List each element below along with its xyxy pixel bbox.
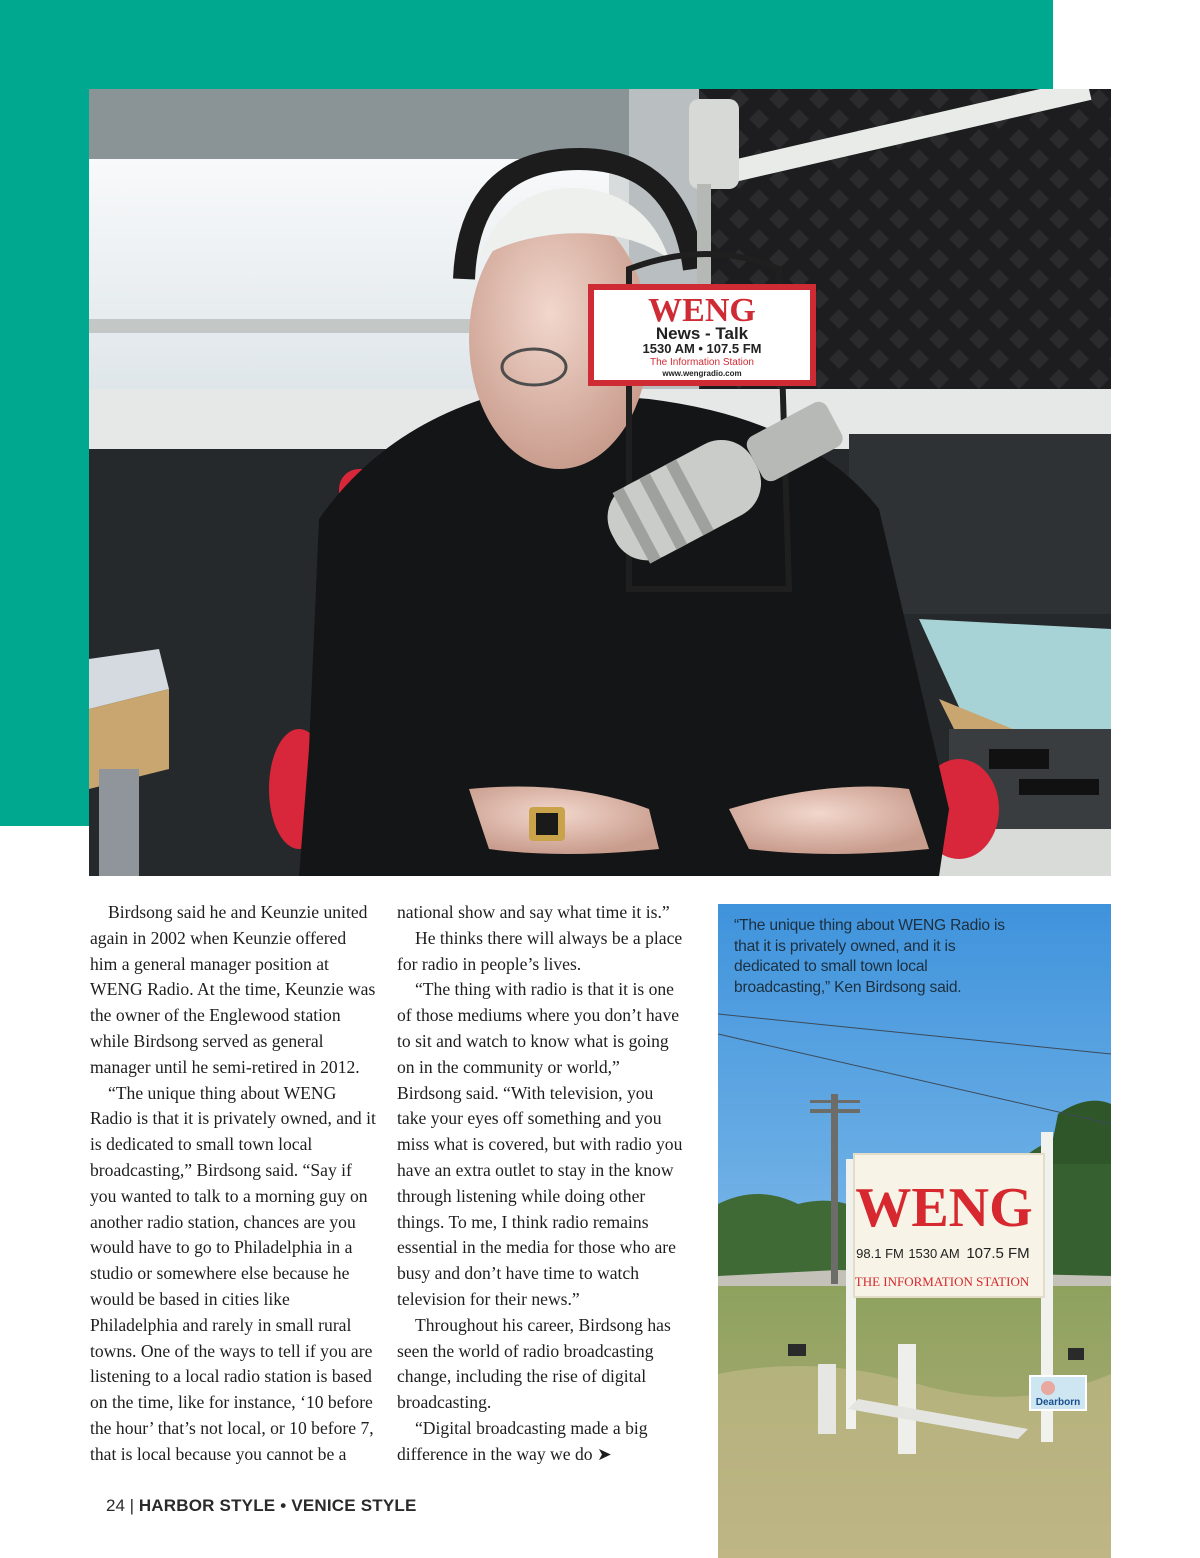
mic-flag-station: The Information Station — [650, 357, 754, 368]
mic-flag-url: www.wengradio.com — [662, 369, 742, 378]
publication-name: HARBOR STYLE • VENICE STYLE — [138, 1496, 417, 1515]
small-sponsor-sign-text: Dearborn — [1035, 1397, 1081, 1408]
mic-flag-name: WENG — [648, 292, 756, 329]
page-folio — [106, 1496, 417, 1516]
mic-flag-sign — [591, 287, 813, 383]
roadside-sign-name: WENG — [855, 1177, 1033, 1239]
article-paragraph: He thinks there will always be a place for radio in people’s lives. — [397, 927, 683, 974]
article-column-2 — [397, 900, 687, 1468]
roadside-sign-freq-1: 98.1 FM — [856, 1246, 904, 1261]
pull-quote: “The unique thing about WENG Radio is that it is privately owned, and it is dedicated to small town local broadcasting,” Ken Birdsong said. — [734, 917, 1005, 996]
roadside-sign-station: THE INFORMATION STATION — [854, 1274, 1030, 1289]
weng-roadside-sign-photo — [718, 904, 1111, 1558]
page-number: 24 — [106, 1496, 125, 1515]
mic-flag-freqs: 1530 AM • 107.5 FM — [642, 341, 762, 356]
mic-flag-tagline: News - Talk — [655, 324, 749, 343]
small-sponsor-sign — [1030, 1376, 1086, 1410]
roadside-sign-freq-2: 1530 AM — [908, 1246, 960, 1261]
article-paragraph: Birdsong said he and Keunzie united again in 2002 when Keunzie offered him a general manager position at WENG Radio. At the time, Keunzie was the owner of the Englewood station while Birdsong served as general manager until he semi-retired in 2012. — [90, 902, 376, 1077]
article-paragraph: “The thing with radio is that it is one of those mediums where you don’t have to sit and watch to know what is going on in the community or world,” Birdsong said. “With television, you take your eyes off something and you miss what is covered, but with radio you have an extra outlet to stay in the know through listening while doing other things. To me, I think radio remains essential in the media for those who are busy and don’t have time to watch television for their news.” — [397, 979, 683, 1309]
article-column-1 — [90, 900, 377, 1468]
folio-separator: | — [129, 1496, 135, 1515]
article-paragraph: Throughout his career, Birdsong has seen the world of radio broadcasting change, including the rise of digital broadcasting. — [397, 1314, 671, 1413]
article-paragraph: “The unique thing about WENG Radio is that it is privately owned, and it is dedicated to small town local broadcasting,” Birdsong said. “Say if you wanted to talk to a morning guy on another radio station, chances are you would have to go to Philadelphia in a studio or somewhere else because he would be based in cities like Philadelphia and rarely in small rural towns. One of the ways to tell if you are listening to a local radio station is based on the time, like for instance, ‘10 before the hour’ that’s not local, or 10 before 7, that is local because you cannot be a — [90, 1082, 376, 1464]
roadside-sign-freq-3: 107.5 FM — [966, 1245, 1030, 1262]
roadside-sign — [854, 1154, 1044, 1297]
article-paragraph: “Digital broadcasting made a big difference in the way we do ➤ — [397, 1417, 648, 1464]
radio-studio-photo — [89, 89, 1111, 876]
article-paragraph-continuation: national show and say what time it is.” — [397, 902, 670, 922]
